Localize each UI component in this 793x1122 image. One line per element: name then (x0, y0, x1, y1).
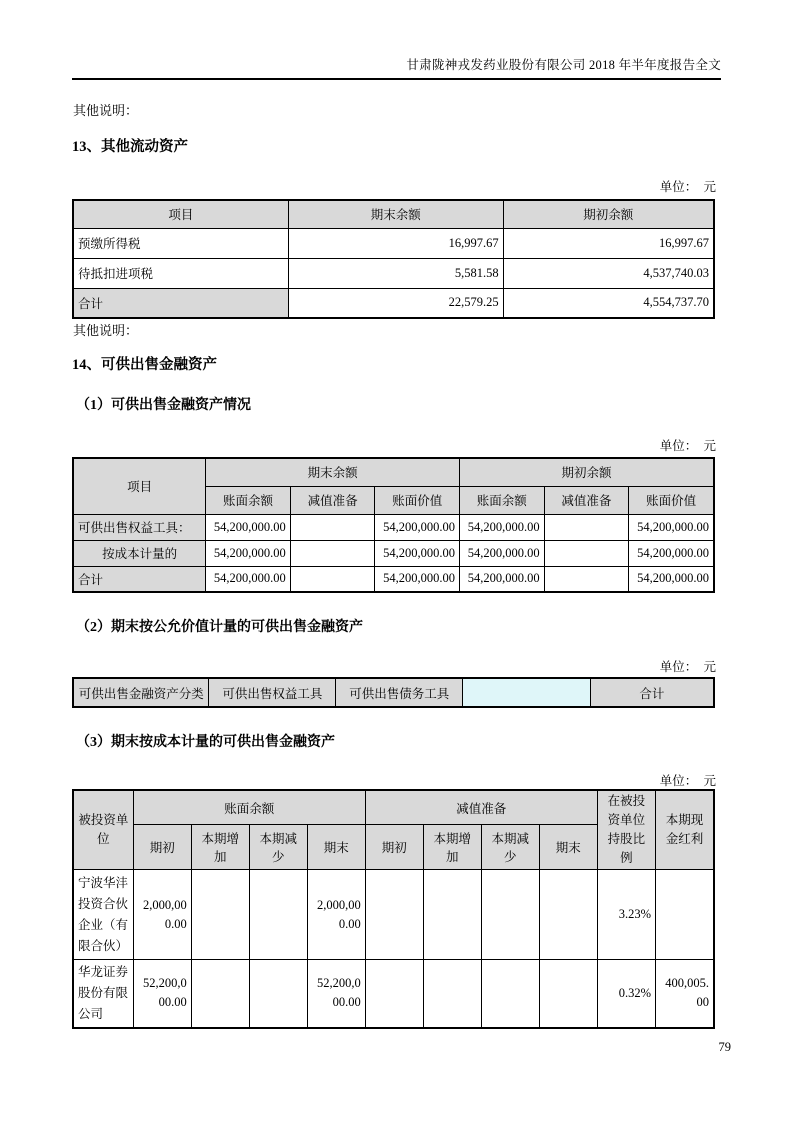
section-13-title: 13、其他流动资产 (72, 139, 188, 155)
cell-value: 54,200,000.00 (206, 514, 291, 540)
cell-value: 54,200,000.00 (629, 566, 714, 592)
cell-ending: 22,579.25 (288, 288, 503, 318)
cell-investee: 宁波华沣投资合伙企业（有限合伙） (73, 870, 133, 960)
table-header-row (73, 200, 714, 228)
cell-value: 54,200,000.00 (460, 514, 545, 540)
cell-value (249, 870, 307, 960)
cell-value (365, 870, 423, 960)
cell-ending: 16,997.67 (288, 228, 503, 258)
col-header-ending: 期末 (539, 825, 597, 870)
section-14-title: 14、可供出售金融资产 (72, 357, 217, 373)
cell-value (423, 870, 481, 960)
other-note: 其他说明： (73, 323, 139, 338)
col-group-ending: 期末余额 (206, 458, 460, 486)
page-number: 79 (718, 1040, 731, 1054)
cell-investee: 华龙证券股份有限公司 (73, 960, 133, 1028)
col-header-book-balance: 账面余额 (206, 486, 291, 514)
unit-label: 单位： 元 (659, 660, 716, 674)
cell-value (249, 960, 307, 1028)
cell-value (544, 540, 629, 566)
table-total-row (73, 288, 714, 318)
unit-label: 单位： 元 (659, 180, 716, 194)
col-header-beginning: 期初 (133, 825, 191, 870)
col-header-increase: 本期增加 (191, 825, 249, 870)
col-header-cash-dividend: 本期现金红利 (656, 790, 714, 870)
col-header-decrease: 本期减少 (249, 825, 307, 870)
cell-ending: 5,581.58 (288, 258, 503, 288)
table-row (73, 870, 714, 960)
cell-total-label: 合计 (73, 288, 288, 318)
cell-item: 可供出售权益工具： (73, 514, 206, 540)
col-header-ending: 期末余额 (288, 200, 503, 228)
cell-item: 预缴所得税 (73, 228, 288, 258)
col-header-item: 项目 (73, 458, 206, 514)
cell-value: 54,200,000.00 (629, 514, 714, 540)
col-header-impairment: 减值准备 (290, 486, 375, 514)
cell-beginning: 16,997.67 (503, 228, 714, 258)
table-header-row (73, 790, 714, 825)
section-14-2-title: （2）期末按公允价值计量的可供出售金融资产 (76, 620, 363, 635)
col-header-impairment: 减值准备 (544, 486, 629, 514)
table-row (73, 258, 714, 288)
unit-label: 单位： 元 (659, 439, 716, 453)
col-header-total: 合计 (590, 678, 714, 707)
cell-value: 54,200,000.00 (460, 540, 545, 566)
cell-total-label: 合计 (73, 566, 206, 592)
cell-ratio: 3.23% (597, 870, 655, 960)
cell-value (423, 960, 481, 1028)
col-group-beginning: 期初余额 (460, 458, 715, 486)
col-header-item: 项目 (73, 200, 288, 228)
cell-value (290, 540, 375, 566)
col-header-decrease: 本期减少 (481, 825, 539, 870)
cell-value (481, 870, 539, 960)
cell-value: 54,200,000.00 (206, 540, 291, 566)
col-header-increase: 本期增加 (423, 825, 481, 870)
table-row (73, 960, 714, 1028)
cell-value (481, 960, 539, 1028)
cell-value (544, 566, 629, 592)
afs-cost-measured-table (72, 789, 715, 1029)
cell-dividend: 400,005.00 (656, 960, 714, 1028)
col-header-ending: 期末 (307, 825, 365, 870)
cell-value: 2,000,000.00 (307, 870, 365, 960)
cell-value (191, 960, 249, 1028)
col-group-book-balance: 账面余额 (133, 790, 365, 825)
cell-value (365, 960, 423, 1028)
table-row (73, 228, 714, 258)
cell-value: 52,200,000.00 (133, 960, 191, 1028)
cell-value: 54,200,000.00 (460, 566, 545, 592)
col-header-classification: 可供出售金融资产分类 (73, 678, 209, 707)
cell-value (539, 960, 597, 1028)
col-header-equity-instruments: 可供出售权益工具 (209, 678, 336, 707)
other-current-assets-table (72, 199, 715, 319)
cell-value (544, 514, 629, 540)
cell-value: 54,200,000.00 (375, 514, 460, 540)
table-total-row (73, 566, 714, 592)
cell-value (290, 514, 375, 540)
table-row (73, 514, 714, 540)
col-header-book-value: 账面价值 (629, 486, 714, 514)
cell-ratio: 0.32% (597, 960, 655, 1028)
cell-value: 54,200,000.00 (375, 566, 460, 592)
section-14-1-title: （1）可供出售金融资产情况 (76, 398, 251, 413)
table-header-row (73, 678, 714, 707)
afs-financial-assets-table (72, 457, 715, 593)
col-group-impairment: 减值准备 (365, 790, 597, 825)
header-rule (72, 78, 721, 80)
afs-fair-value-table (72, 677, 715, 708)
col-header-shareholding-ratio: 在被投资单位持股比例 (597, 790, 655, 870)
cell-value: 2,000,000.00 (133, 870, 191, 960)
cell-value: 54,200,000.00 (629, 540, 714, 566)
highlighted-empty-cell (463, 678, 591, 707)
other-note: 其他说明： (73, 103, 139, 118)
col-header-beginning: 期初 (365, 825, 423, 870)
cell-value: 54,200,000.00 (206, 566, 291, 592)
col-header-beginning: 期初余额 (503, 200, 714, 228)
table-row (73, 540, 714, 566)
cell-beginning: 4,537,740.03 (503, 258, 714, 288)
cell-value (191, 870, 249, 960)
cell-value (539, 870, 597, 960)
col-header-book-balance: 账面余额 (460, 486, 545, 514)
cell-item: 按成本计量的 (73, 540, 206, 566)
cell-item: 待抵扣进项税 (73, 258, 288, 288)
cell-value: 52,200,000.00 (307, 960, 365, 1028)
col-header-debt-instruments: 可供出售债务工具 (336, 678, 463, 707)
cell-value: 54,200,000.00 (375, 540, 460, 566)
cell-value (290, 566, 375, 592)
cell-beginning: 4,554,737.70 (503, 288, 714, 318)
document-header-title: 甘肃陇神戎发药业股份有限公司 2018 年半年度报告全文 (406, 58, 721, 72)
cell-dividend (656, 870, 714, 960)
table-header-row (73, 458, 714, 486)
col-header-investee: 被投资单位 (73, 790, 133, 870)
col-header-book-value: 账面价值 (375, 486, 460, 514)
unit-label: 单位： 元 (659, 774, 716, 788)
section-14-3-title: （3）期末按成本计量的可供出售金融资产 (76, 735, 335, 750)
